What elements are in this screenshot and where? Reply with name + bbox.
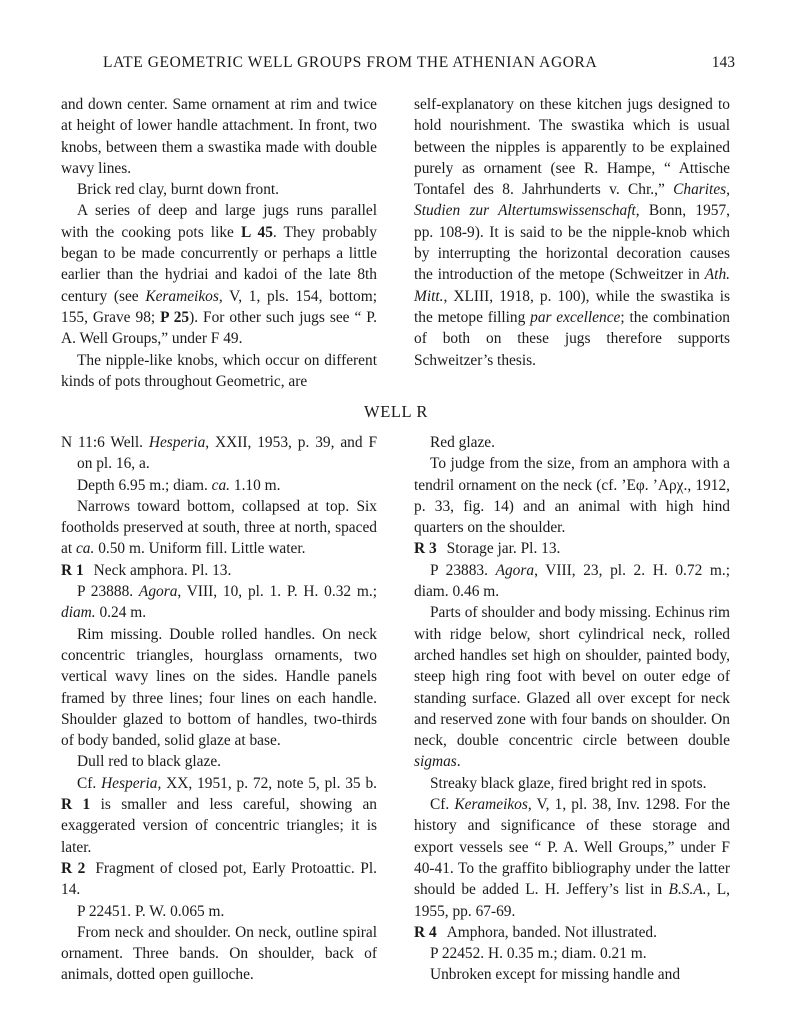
well-depth: Depth 6.95 m.; diam. ca. 1.10 m. (77, 476, 281, 494)
r1-comparanda: Cf. Hesperia, XX, 1951, p. 72, note 5, pl. 35 b. R 1 is smaller and less careful, showing an exaggerated version of concentric triangles; it is later. (61, 774, 377, 856)
r2-glaze: Red glaze. (430, 434, 495, 451)
r3-comparanda: Cf. Kerameikos, V, 1, pl. 38, Inv. 1298. For the history and significance of these storage and export vessels see “ P. A. Well Groups,” under F 40-41. To the graffito bibliography under the latter should be added L. H. Jeffery’s list in B.S.A., L, 1955, pp. 67-69. (414, 796, 731, 920)
running-header (103, 54, 735, 76)
paragraph: Brick red clay, burnt down front. (77, 181, 280, 199)
catalogue-entry-r4: R 4 Amphora, banded. Not illustrated. (414, 923, 657, 941)
catalogue-entry-r3: R 3 Storage jar. Pl. 13. (414, 540, 561, 558)
well-description: Narrows toward bottom, collapsed at top. Six footholds preserved at south, three at north, spaced at ca. 0.50 m. Uniform fill. Little water. (61, 497, 377, 558)
left-column-bottom (61, 432, 377, 986)
r2-interpretation: To judge from the size, from an amphora with a tendril ornament on the neck (cf. ’Eφ. ’Aρχ., 1912, p. 33, fig. 14) and an animal with high hind quarters on the shoulder. (414, 455, 730, 537)
well-reference: N 11:6 Well. Hesperia, XXII, 1953, p. 39, and F on pl. 16, a. (61, 434, 378, 473)
r2-description: From neck and shoulder. On neck, outline spiral ornament. Three bands. On shoulder, back of animals, dotted open guilloche. (61, 923, 377, 984)
r1-description: Rim missing. Double rolled handles. On neck concentric triangles, hourglass ornaments, two vertical wavy lines on the sides. Handle panels framed by three lines; four lines on each handle. Shoulder glazed to bottom of handles, two-thirds of body banded, solid glaze at base. (61, 625, 377, 750)
right-column-bottom (414, 432, 730, 986)
r3-inventory: P 23883. Agora, VIII, 23, pl. 2. H. 0.72 m.; diam. 0.46 m. (414, 561, 730, 601)
r1-inventory: P 23888. Agora, VIII, 10, pl. 1. P. H. 0.32 m.; diam. 0.24 m. (61, 583, 377, 622)
paragraph: self-explanatory on these kitchen jugs designed to hold nourishment. The swastika which is usual between the nipples is apparently to be explained purely as ornament (see R. Hampe, “ Attische Tontafel des 8. Jahrhunderts v. Chr.,” Charites, Studien zur Altertumswissenschaft, Bonn, 1957, pp. 108-9). It is said to be the nipple-knob which by interrupting the horizontal decoration causes the introduction of the metope (Schweitzer in Ath. Mitt., XLIII, 1918, p. 100), while the swastika is the metope filling par excellence; the combination of both on these jugs therefore supports Schweitzer’s thesis. (414, 96, 731, 369)
right-column-top (414, 94, 730, 371)
paragraph: The nipple-like knobs, which occur on different kinds of pots throughout Geometric, are (61, 351, 377, 390)
catalogue-entry-r2: R 2 Fragment of closed pot, Early Protoattic. Pl. 14. (61, 859, 377, 899)
r3-description: Parts of shoulder and body missing. Echinus rim with ridge below, short cylindrical neck, rolled arched handles set high on shoulder, painted body, steep high ring foot with bevel on outer edge of standing surface. Glazed all over except for neck and reserved zone with four bands on shoulder. On neck, double concentric circle between double sigmas. (414, 604, 730, 771)
r3-glaze: Streaky black glaze, fired bright red in spots. (430, 774, 707, 792)
page-number: 143 (711, 54, 735, 71)
r4-inventory: P 22452. H. 0.35 m.; diam. 0.21 m. (430, 945, 647, 963)
r2-inventory: P 22451. P. W. 0.065 m. (77, 902, 225, 920)
section-heading: WELL R (364, 402, 428, 421)
r1-glaze: Dull red to black glaze. (77, 753, 222, 771)
catalogue-entry-r1: R 1 Neck amphora. Pl. 13. (61, 561, 232, 579)
paragraph: A series of deep and large jugs runs parallel with the cooking pots like L 45. They probably began to be made concurrently or perhaps a little earlier than the hydriai and kadoi of the late 8th century (see Kerameikos, V, 1, pls. 154, bottom; 155, Grave 98; P 25). For other such jugs see “ P. A. Well Groups,” under F 49. (61, 202, 377, 348)
r4-description: Unbroken except for missing handle and (430, 966, 681, 984)
running-title: LATE GEOMETRIC WELL GROUPS FROM THE ATHENIAN AGORA (103, 54, 598, 71)
left-column-top (61, 94, 377, 392)
paragraph: and down center. Same ornament at rim and twice at height of lower handle attachment. In front, two knobs, between them a swastika made with double wavy lines. (61, 96, 377, 177)
